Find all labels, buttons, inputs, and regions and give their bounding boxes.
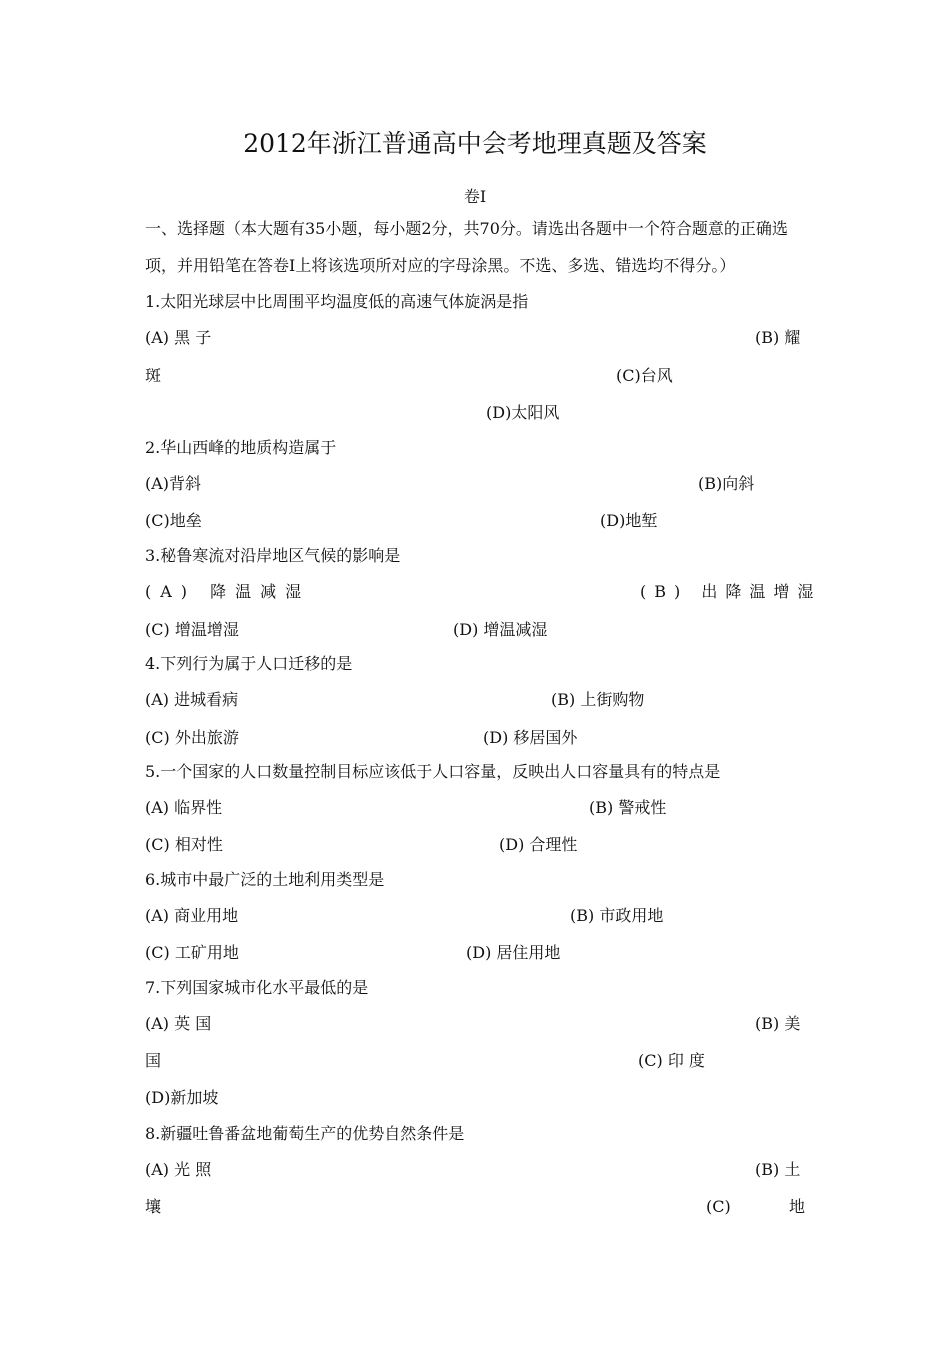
question-8-option-a: (A) 光 照	[145, 1160, 212, 1179]
question-1-option-c: (C)台风	[616, 366, 673, 385]
question-1-option-b: (B) 耀	[755, 328, 801, 347]
question-5-stem: 5.一个国家的人口数量控制目标应该低于人口容量，反映出人口容量具有的特点是	[145, 762, 721, 781]
question-7-option-b-cont: 国	[145, 1051, 162, 1070]
question-1-option-b-cont: 斑	[145, 366, 162, 385]
question-4-option-b: (B) 上街购物	[551, 690, 645, 709]
question-3-stem: 3.秘鲁寒流对沿岸地区气候的影响是	[145, 546, 401, 565]
question-2-stem: 2.华山西峰的地质构造属于	[145, 438, 337, 457]
question-8-option-c: (C)	[706, 1197, 731, 1216]
document-title: 2012年浙江普通高中会考地理真题及答案	[243, 129, 707, 158]
question-3-option-d: (D) 增温减湿	[453, 620, 548, 639]
question-5-option-b: (B) 警戒性	[589, 798, 667, 817]
question-6-option-a: (A) 商业用地	[145, 906, 239, 925]
question-5-option-a: (A) 临界性	[145, 798, 223, 817]
question-6-option-c: (C) 工矿用地	[145, 943, 239, 962]
instructions-line-2: 项，并用铅笔在答卷I上将该选项所对应的字母涂黑。不选、多选、错选均不得分。）	[145, 256, 736, 275]
question-2-option-b: (B)向斜	[698, 474, 755, 493]
question-3-option-b: (B) 出降温增湿	[640, 582, 822, 601]
question-5-option-d: (D) 合理性	[499, 835, 578, 854]
question-8-option-c-cont: 地	[789, 1197, 806, 1216]
question-8-option-b-cont: 壤	[145, 1197, 162, 1216]
question-3-option-c: (C) 增温增湿	[145, 620, 239, 639]
question-7-option-c: (C) 印 度	[638, 1051, 705, 1070]
question-2-option-a: (A)背斜	[145, 474, 202, 493]
question-4-stem: 4.下列行为属于人口迁移的是	[145, 654, 353, 673]
question-7-option-b: (B) 美	[755, 1014, 801, 1033]
question-7-stem: 7.下列国家城市化水平最低的是	[145, 978, 369, 997]
question-1-option-a: (A) 黑 子	[145, 328, 212, 347]
question-7-option-a: (A) 英 国	[145, 1014, 212, 1033]
question-4-option-d: (D) 移居国外	[483, 728, 578, 747]
question-6-option-d: (D) 居住用地	[466, 943, 561, 962]
question-3-option-a: (A) 降温减湿	[145, 582, 311, 601]
section-heading: 卷I	[463, 187, 487, 206]
question-1-stem: 1.太阳光球层中比周围平均温度低的高速气体旋涡是指	[145, 292, 529, 311]
question-6-stem: 6.城市中最广泛的土地利用类型是	[145, 870, 385, 889]
question-4-option-a: (A) 进城看病	[145, 690, 239, 709]
question-6-option-b: (B) 市政用地	[570, 906, 664, 925]
question-7-option-d: (D)新加坡	[145, 1088, 219, 1107]
question-2-option-c: (C)地垒	[145, 511, 202, 530]
question-5-option-c: (C) 相对性	[145, 835, 223, 854]
question-1-option-d: (D)太阳风	[486, 403, 560, 422]
question-2-option-d: (D)地堑	[600, 511, 658, 530]
question-8-option-b: (B) 土	[755, 1160, 801, 1179]
question-8-stem: 8.新疆吐鲁番盆地葡萄生产的优势自然条件是	[145, 1124, 465, 1143]
instructions-line-1: 一、选择题（本大题有35小题，每小题2分，共70分。请选出各题中一个符合题意的正确选	[145, 219, 788, 238]
question-4-option-c: (C) 外出旅游	[145, 728, 239, 747]
